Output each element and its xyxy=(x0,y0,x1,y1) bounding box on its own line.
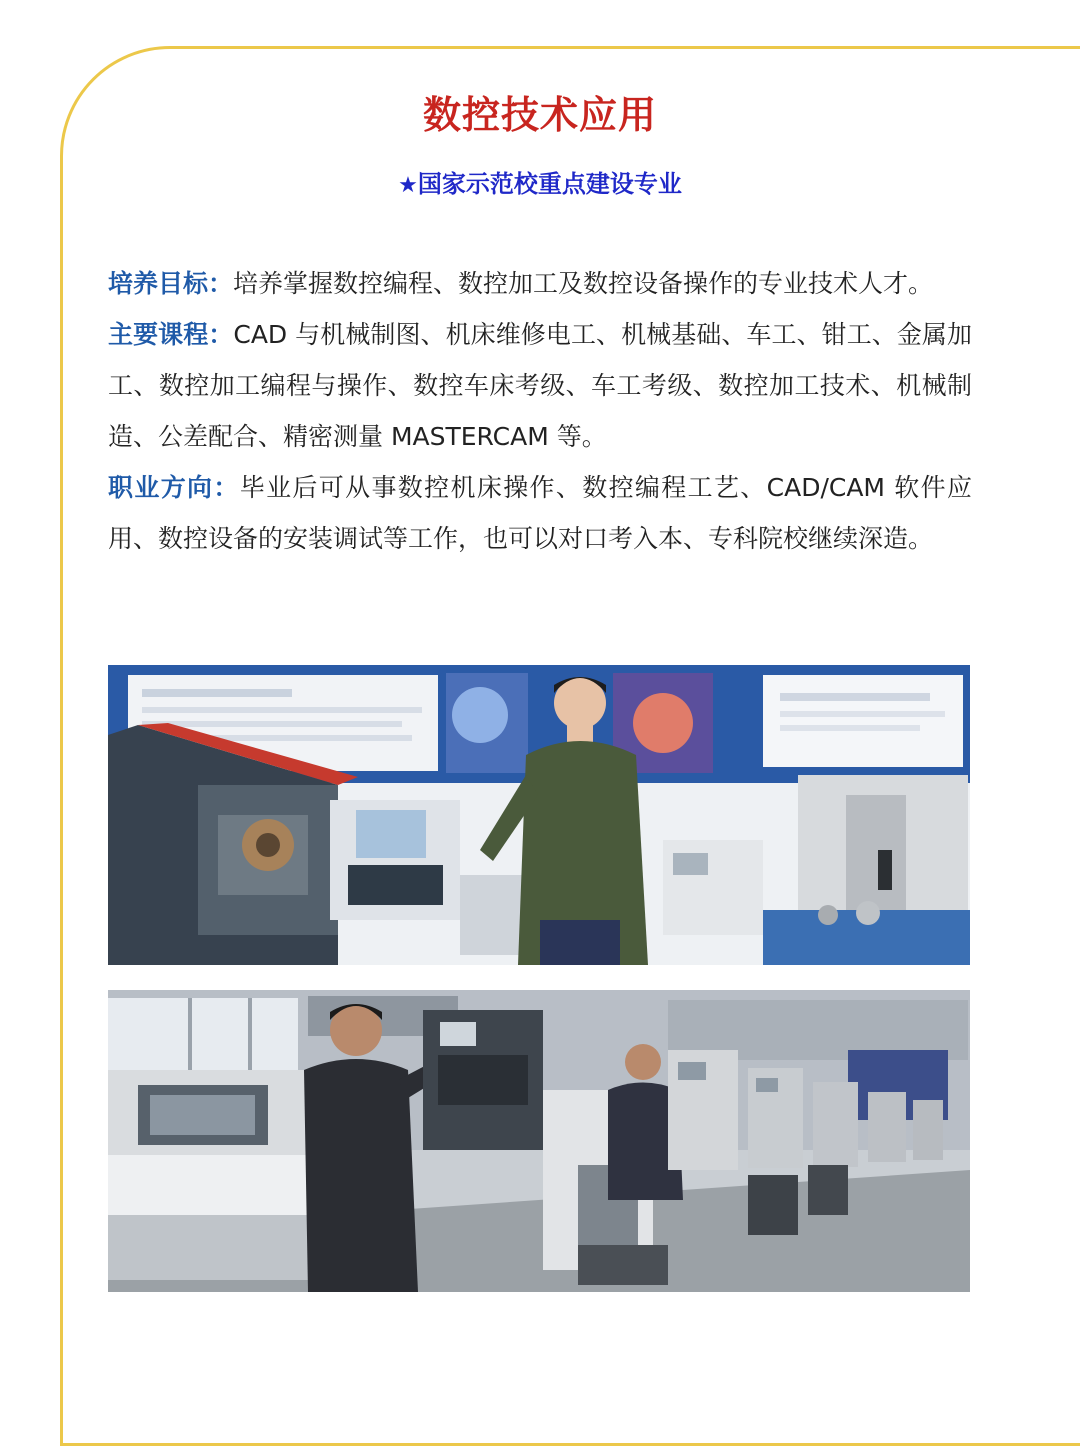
section-label: 培养目标： xyxy=(108,269,234,298)
page-subtitle xyxy=(0,164,1080,199)
star-icon: ★ xyxy=(398,173,418,198)
section-label: 主要课程： xyxy=(108,320,234,349)
description-content xyxy=(108,258,972,564)
section-main-courses xyxy=(108,309,972,462)
page-title: 数控技术应用 xyxy=(422,93,657,137)
section-text: CAD 与机械制图、机床维修电工、机械基础、车工、钳工、金属加工、数控加工编程与操作、数控车床考级、车工考级、数控加工技术、机械制造、公差配合、精密测量 MASTERCAM 等。 xyxy=(108,320,972,451)
section-career-direction xyxy=(108,462,972,564)
photo-students-operating-cnc-machines xyxy=(108,990,970,1292)
section-text: 培养掌握数控编程、数控加工及数控设备操作的专业技术人才。 xyxy=(233,269,934,298)
photo-student-at-cnc-lathe xyxy=(108,665,970,965)
section-label: 职业方向： xyxy=(108,473,240,502)
section-training-goal xyxy=(108,258,972,309)
subtitle-text: 国家示范校重点建设专业 xyxy=(417,170,682,198)
section-text: 毕业后可从事数控机床操作、数控编程工艺、CAD/CAM 软件应用、数控设备的安装调试等工作，也可以对口考入本、专科院校继续深造。 xyxy=(108,473,972,553)
